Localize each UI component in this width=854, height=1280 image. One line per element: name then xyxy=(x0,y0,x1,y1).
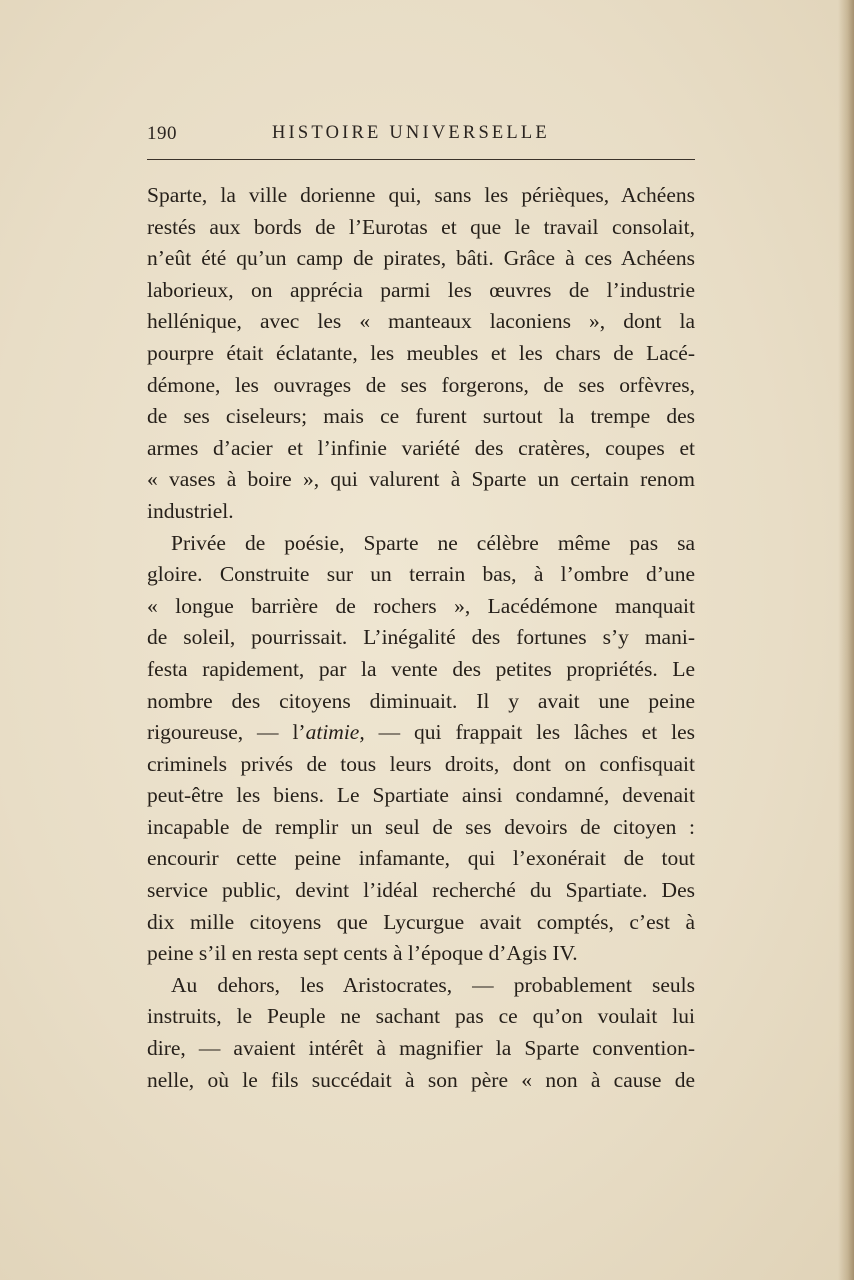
text-line: encourir cette peine infamante, qui l’exonérait de tout xyxy=(147,846,695,871)
text-line: « longue barrière de rochers », Lacédémone manquait xyxy=(147,593,695,618)
text-line: incapable de remplir un seul de ses devoirs de citoyen : xyxy=(147,814,695,839)
text-line: Privée de poésie, Sparte ne célèbre même pas sa xyxy=(171,530,695,555)
text-line-with-italic xyxy=(147,717,695,749)
text-line: instruits, le Peuple ne sachant pas ce qu’on voulait lui xyxy=(147,1004,695,1029)
text-line: armes d’acier et l’infinie variété des cratères, coupes et xyxy=(147,435,695,460)
text-line: de soleil, pourrissait. L’inégalité des fortunes s’y mani- xyxy=(147,625,695,650)
italic-term-atimie: atimie, xyxy=(305,720,365,745)
page-number: 190 xyxy=(147,123,177,144)
text-line: festa rapidement, par la vente des petites propriétés. Le xyxy=(147,656,695,681)
text-line: nombre des citoyens diminuait. Il y avait une peine xyxy=(147,688,695,713)
body-text xyxy=(147,180,695,1096)
text-line: hellénique, avec les « manteaux laconiens », dont la xyxy=(147,309,695,334)
text-line: criminels privés de tous leurs droits, dont on confisquait xyxy=(147,751,695,776)
text-line: de ses ciseleurs; mais ce furent surtout la trempe des xyxy=(147,404,695,429)
running-title: HISTOIRE UNIVERSELLE xyxy=(272,123,550,143)
text-line: pourpre était éclatante, les meubles et les chars de Lacé- xyxy=(147,340,695,365)
page-edge-shadow xyxy=(838,0,854,1280)
text-line: laborieux, on apprécia parmi les œuvres de l’industrie xyxy=(147,277,695,302)
text-segment: — qui frappait les lâches et les xyxy=(364,720,695,745)
text-line: nelle, où le fils succédait à son père « non à cause de xyxy=(147,1067,695,1092)
text-line: dix mille citoyens que Lycurgue avait comptés, c’est à xyxy=(147,909,695,934)
text-line: « vases à boire », qui valurent à Sparte un certain renom xyxy=(147,467,695,492)
paragraph-1 xyxy=(147,180,695,528)
header-rule xyxy=(147,159,695,160)
text-line: peut-être les biens. Le Spartiate ainsi condamné, devenait xyxy=(147,783,695,808)
text-segment: rigoureuse, — l’ xyxy=(147,720,306,745)
text-line: n’eût été qu’un camp de pirates, bâti. Grâce à ces Achéens xyxy=(147,246,695,271)
text-line: gloire. Construite sur un terrain bas, à l’ombre d’une xyxy=(147,562,695,587)
running-head xyxy=(147,123,695,149)
text-line: industriel. xyxy=(147,498,234,523)
text-line: service public, devint l’idéal recherché du Spartiate. Des xyxy=(147,878,695,903)
text-line: démone, les ouvrages de ses forgerons, de ses orfèvres, xyxy=(147,372,695,397)
text-line: restés aux bords de l’Eurotas et que le travail consolait, xyxy=(147,214,695,239)
text-line: peine s’il en resta sept cents à l’époque d’Agis IV. xyxy=(147,941,578,966)
text-line: dire, — avaient intérêt à magnifier la Sparte convention- xyxy=(147,1036,695,1061)
text-line: Au dehors, les Aristocrates, — probablement seuls xyxy=(171,972,695,997)
text-line: Sparte, la ville dorienne qui, sans les périèques, Achéens xyxy=(147,183,695,207)
paragraph-3 xyxy=(147,970,695,1096)
paragraph-2 xyxy=(147,528,695,970)
